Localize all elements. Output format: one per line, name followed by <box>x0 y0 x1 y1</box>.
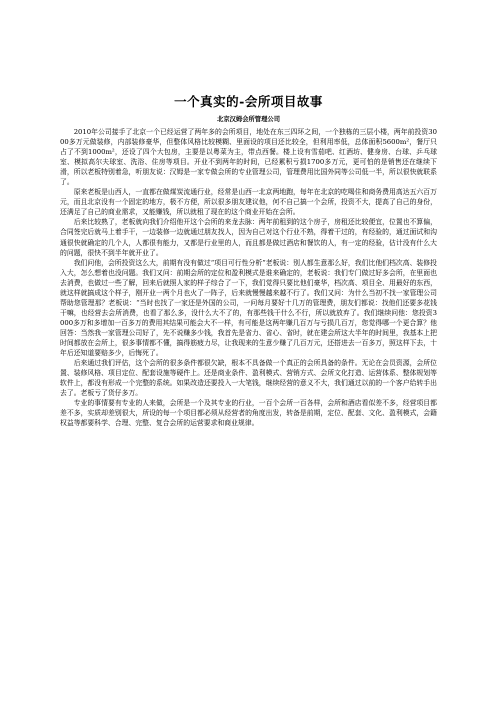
paragraph-1: 2010年公司接手了北京一个已经运营了两年多的会所项目，地处在东三四环之间，一个独栋的三层小楼，两年前投资3000多万元做装修，内部装修豪华，但整体风格比较模糊、里面设的项目还比较全，但利用率低，总体面积5600m²，餐厅只占了不到1000m²，还设了四个大包房，主要是以粤菜为主，带点西餐。楼上设有雪茄吧、红酒坊、健身房、台球、乒乓球室、模拟高尔夫球室、洗浴、住房等项目。开业不到两年的时间，已经累积亏损1700多万元，更可怕的是销售还在继续下滑，所以老板特别着急，听朋友说：汉姆是一家专做会所的专业管理公司，管理费用比国外同等公司低一半，所以很快就联系了。 <box>60 128 437 187</box>
paragraph-3: 后来比较熟了，老板就向我们介绍他开这个会所的来龙去脉：两年前租到的这个房子，房租还比较便宜，位置也不算偏，合同签完后就马上着手干，一边装修一边就通过朋友找人，因为自己对这个行业不熟，得着干过的，有经验的，通过面试和沟通很快就确定的几个人，人都很有能力，又都是行业里的人，而且都是做过酒店和餐饮的人，有一定的经验，估计没有什么大的问题，很快不到半年就开业了。 <box>60 218 437 257</box>
paragraph-5: 后来通过我们评估，这个会所的很多条件都很欠缺，根本不具备做一个真正的会所具备的条件。无论在会员资源，会所位置、装修风格、项目定位、配套设施等硬件上。还是商业条件、盈利模式、营销方式、会所文化打造、运营体系、整体规划等软件上，都没有形成一个完整的系统。如果改造还要投入一大笔钱，继续经营的意义不大，我们通过以前的一个客户给转手出去了。老板亏了货仔多万。 <box>60 359 437 398</box>
paragraph-4: 我们问他，会所投资这么大，前期有没有做过“项目可行性分析”老板说：别人都生意那么好，我们比他们档次高、装修投入大，怎么想着也没问题。我们又问：前期会所的定位和盈利模式是谁来确定的，老板说：我们专门做过好多会所，在里面也去消费，也做过一些了解，回来后就照人家的样子综合了一下，我们觉得只要比他们豪华，档次高、项目全、用最好的东西，就这样就搞成这个样子，刚开业一两个月也火了一阵子，后来就慢慢越来越不行了。我们又问：为什么当初不找一家管理公司帮助您管理那？老板说：“当时也找了一家还是外国的公司，一问每月要好十几万的管理费，朋友们都说：找他们还要多花钱干嘛，也经营去会所消费，也看了那么多，没什么大不了的，有那些钱干什么不行，所以就放弃了。我们继续问他：您投资3000多万和多增加一百多万的费用其结果可能会大不一样，有可能是这两年赚几百万与亏损几百万，您觉得哪一个更合算？他回答：当然我一家管理公司好了，先不说赚多少钱，我首先是省力、省心、省时，就在建会所这大半年的时间里，我基本上把时间都放在会所上，很多事情都不懂，搞得筋疲力尽，让我现来的生意少赚了几百万元，还搭进去一百多万，照这样下去，十年后还知道要赔多少，后悔死了。 <box>60 258 437 358</box>
document-subtitle: 北京汉姆会所管理公司 <box>217 116 280 123</box>
document-title: 一个真实的-会所项目故事 <box>174 94 323 109</box>
paragraph-2: 原来老板是山西人，一直都在做煤炭流通行业，经常是山西一北京两地跑，每年在北京的吃喝住和商务费用高达五六百万元，而且北京没有一个固定的地方，极不方便，所以很多朋友建议他，何不自己搞一个会所，投资不大，提高了自己的身份，还满足了自己的商业需求，又能赚钱，所以就租了现在的这个商业开始在会所。 <box>60 188 437 217</box>
document-page <box>60 94 437 428</box>
paragraph-6: 专业的事情要有专业的人来做，会所是一个及其专业的行业，一百个会所一百各样，会所和酒店看似差不多，经营项目都差不多，实质却差别很大，所设的每一个项目都必须从经营者的角度出发，转备是前期，定位、配套、文化、盈利模式，会籍权益等都要科学、合理、完整、复合会所的运营要求和商业规律。 <box>60 399 437 428</box>
